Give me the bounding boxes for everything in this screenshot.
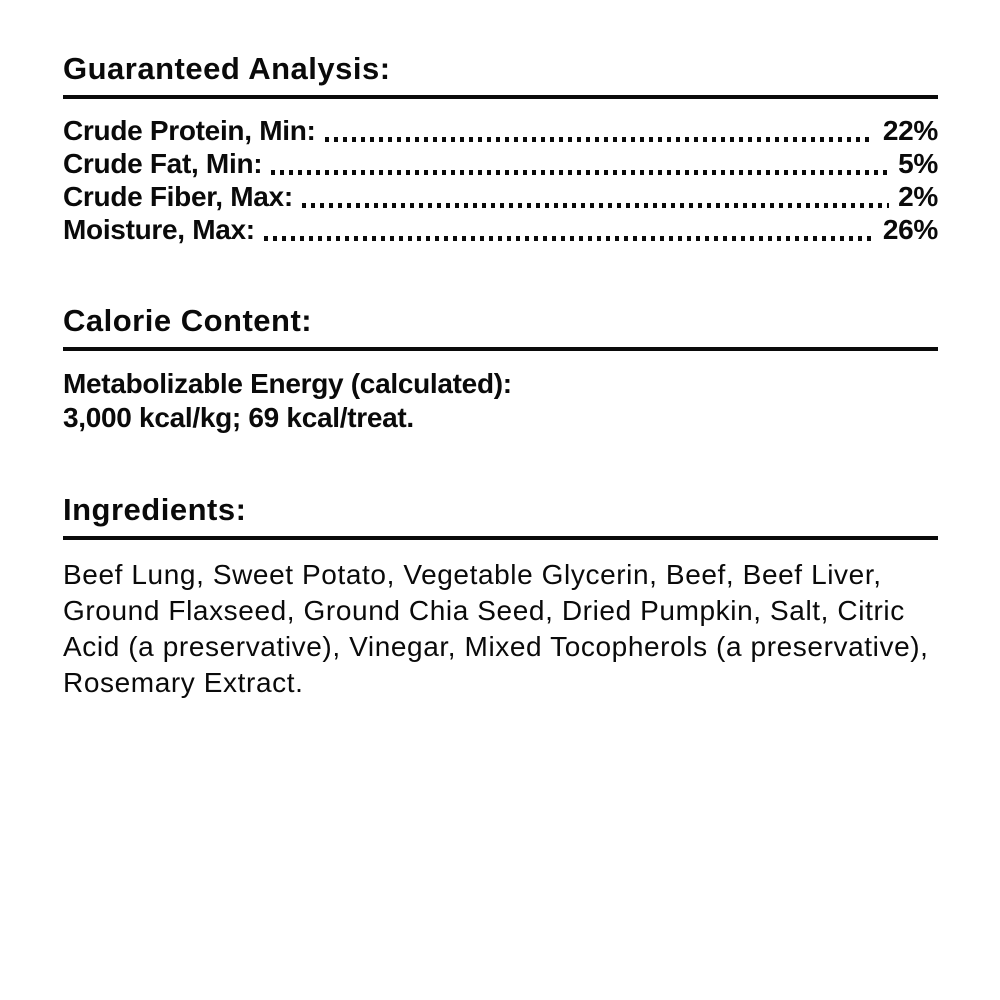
calorie-line: Metabolizable Energy (calculated):	[63, 368, 512, 400]
section-guaranteed-analysis	[63, 52, 938, 246]
analysis-value: 5%	[898, 148, 938, 180]
analysis-row	[63, 213, 938, 246]
dot-leader	[264, 236, 874, 241]
calorie-content-body	[63, 367, 938, 435]
analysis-label: Crude Protein, Min:	[63, 115, 316, 147]
guaranteed-analysis-rows	[63, 114, 938, 246]
analysis-label: Moisture, Max:	[63, 214, 255, 246]
analysis-value: 26%	[882, 214, 938, 246]
analysis-label: Crude Fat, Min:	[63, 148, 263, 180]
guaranteed-analysis-title: Guaranteed Analysis:	[63, 51, 391, 86]
analysis-row	[63, 147, 938, 180]
calorie-content-title: Calorie Content:	[63, 303, 313, 339]
analysis-row	[63, 180, 938, 213]
section-ingredients	[63, 493, 938, 701]
dot-leader	[302, 203, 889, 208]
ingredients-list-text: Beef Lung, Sweet Potato, Vegetable Glycerin, Beef, Beef Liver, Ground Flaxseed, Ground Chia Seed, Dried Pumpkin, Salt, Citric Acid (a preservative), Vinegar, Mixed Tocopherols (a preservative), Rosemary Extract.	[63, 559, 929, 699]
section-rule	[63, 347, 938, 351]
calorie-line: 3,000 kcal/kg; 69 kcal/treat.	[63, 402, 414, 434]
analysis-value: 2%	[898, 181, 938, 213]
analysis-row	[63, 114, 938, 147]
dot-leader	[271, 170, 889, 175]
analysis-value: 22%	[882, 115, 938, 147]
dot-leader	[325, 137, 874, 142]
section-calorie-content	[63, 304, 938, 435]
section-rule	[63, 536, 938, 540]
analysis-label: Crude Fiber, Max:	[63, 181, 293, 213]
section-rule	[63, 95, 938, 99]
ingredients-title: Ingredients:	[63, 492, 247, 528]
